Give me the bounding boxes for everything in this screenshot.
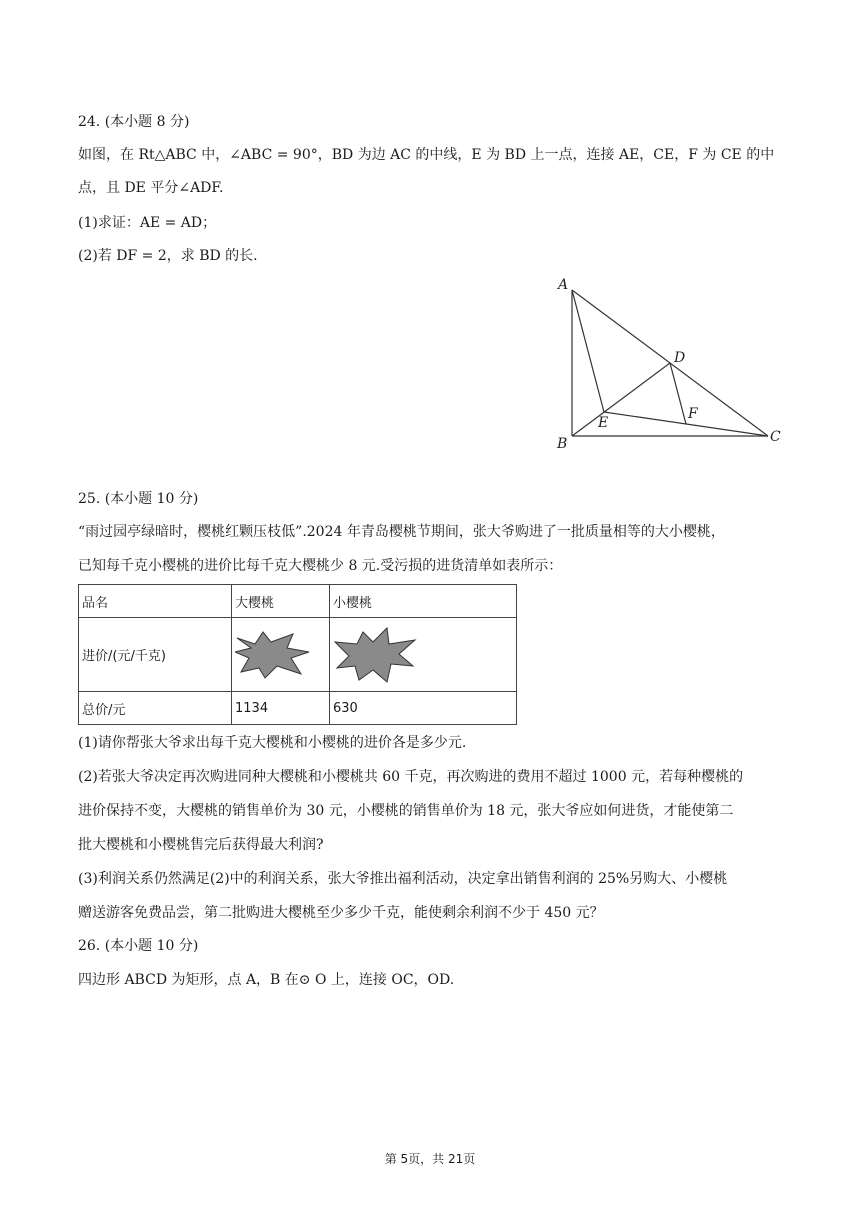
q24-stem-line1: 如图，在 Rt△ABC 中，∠ABC = 90°，BD 为边 AC 的中线，E 为 BD 上一点，连接 AE，CE，F 为 CE 的中 [78, 147, 775, 163]
q25-part2-line1: (2)若张大爷决定再次购进同种大樱桃和小樱桃共 60 千克，再次购进的费用不超过 1000 元，若每种樱桃的 [78, 769, 744, 785]
label-a: A [558, 277, 569, 293]
table-cell: 品名 [79, 585, 232, 618]
table-row [79, 692, 517, 725]
triangle-figure [548, 272, 788, 454]
q24-part1: (1)求证：AE = AD； [78, 215, 217, 231]
table-row [79, 585, 517, 618]
table-cell: 进价/(元/千克) [79, 618, 232, 692]
q25-part1: (1)请你帮张大爷求出每千克大樱桃和小樱桃的进价各是多少元. [78, 735, 467, 751]
table-cell: 1134 [232, 692, 330, 725]
stain-cell [330, 618, 517, 692]
label-d: D [674, 350, 686, 366]
line-bd [572, 363, 670, 436]
label-f: F [688, 406, 698, 422]
q25-part2-line3: 批大樱桃和小樱桃售完后获得最大利润? [78, 837, 324, 853]
line-ae [572, 290, 604, 412]
table-cell: 总价/元 [79, 692, 232, 725]
line-df [670, 363, 686, 424]
purchase-table [78, 584, 517, 725]
q25-stem-line2: 已知每千克小樱桃的进价比每千克大樱桃少 8 元.受污损的进货清单如表所示： [78, 558, 563, 574]
table-cell: 小樱桃 [330, 585, 517, 618]
label-b: B [557, 436, 568, 452]
q24-heading: 24. (本小题 8 分) [78, 114, 190, 130]
q24-part2: (2)若 DF = 2，求 BD 的长. [78, 248, 258, 264]
q25-part3-line1: (3)利润关系仍然满足(2)中的利润关系，张大爷推出福利活动，决定拿出销售利润的 25%另购大、小樱桃 [78, 871, 728, 887]
triangle-diagram [548, 272, 788, 454]
page-footer: 第 5页，共 21页 [384, 1152, 476, 1166]
q24-stem-line2: 点，且 DE 平分∠ADF. [78, 180, 224, 196]
q25-heading: 25. (本小题 10 分) [78, 491, 199, 507]
q26-stem-line1: 四边形 ABCD 为矩形，点 A，B 在⊙ O 上，连接 OC，OD. [78, 972, 455, 988]
q25-part2-line2: 进价保持不变，大樱桃的销售单价为 30 元，小樱桃的销售单价为 18 元，张大爷应如何进货，才能使第二 [78, 803, 734, 819]
table-cell: 630 [330, 692, 517, 725]
q26-heading: 26. (本小题 10 分) [78, 938, 199, 954]
stain-cell [232, 618, 330, 692]
table-row [79, 618, 517, 692]
label-c: C [770, 429, 781, 445]
q25-part3-line2: 赠送游客免费品尝，第二批购进大樱桃至少多少千克，能使剩余利润不少于 450 元？ [78, 905, 604, 921]
table-cell: 大樱桃 [232, 585, 330, 618]
q25-stem-line1: “雨过园亭绿暗时，樱桃红颗压枝低”.2024 年青岛樱桃节期间，张大爷购进了一批质量相等的大小樱桃， [78, 524, 725, 540]
ink-stain-icon [333, 626, 417, 684]
ink-stain-icon [235, 630, 311, 680]
label-e: E [598, 415, 609, 431]
